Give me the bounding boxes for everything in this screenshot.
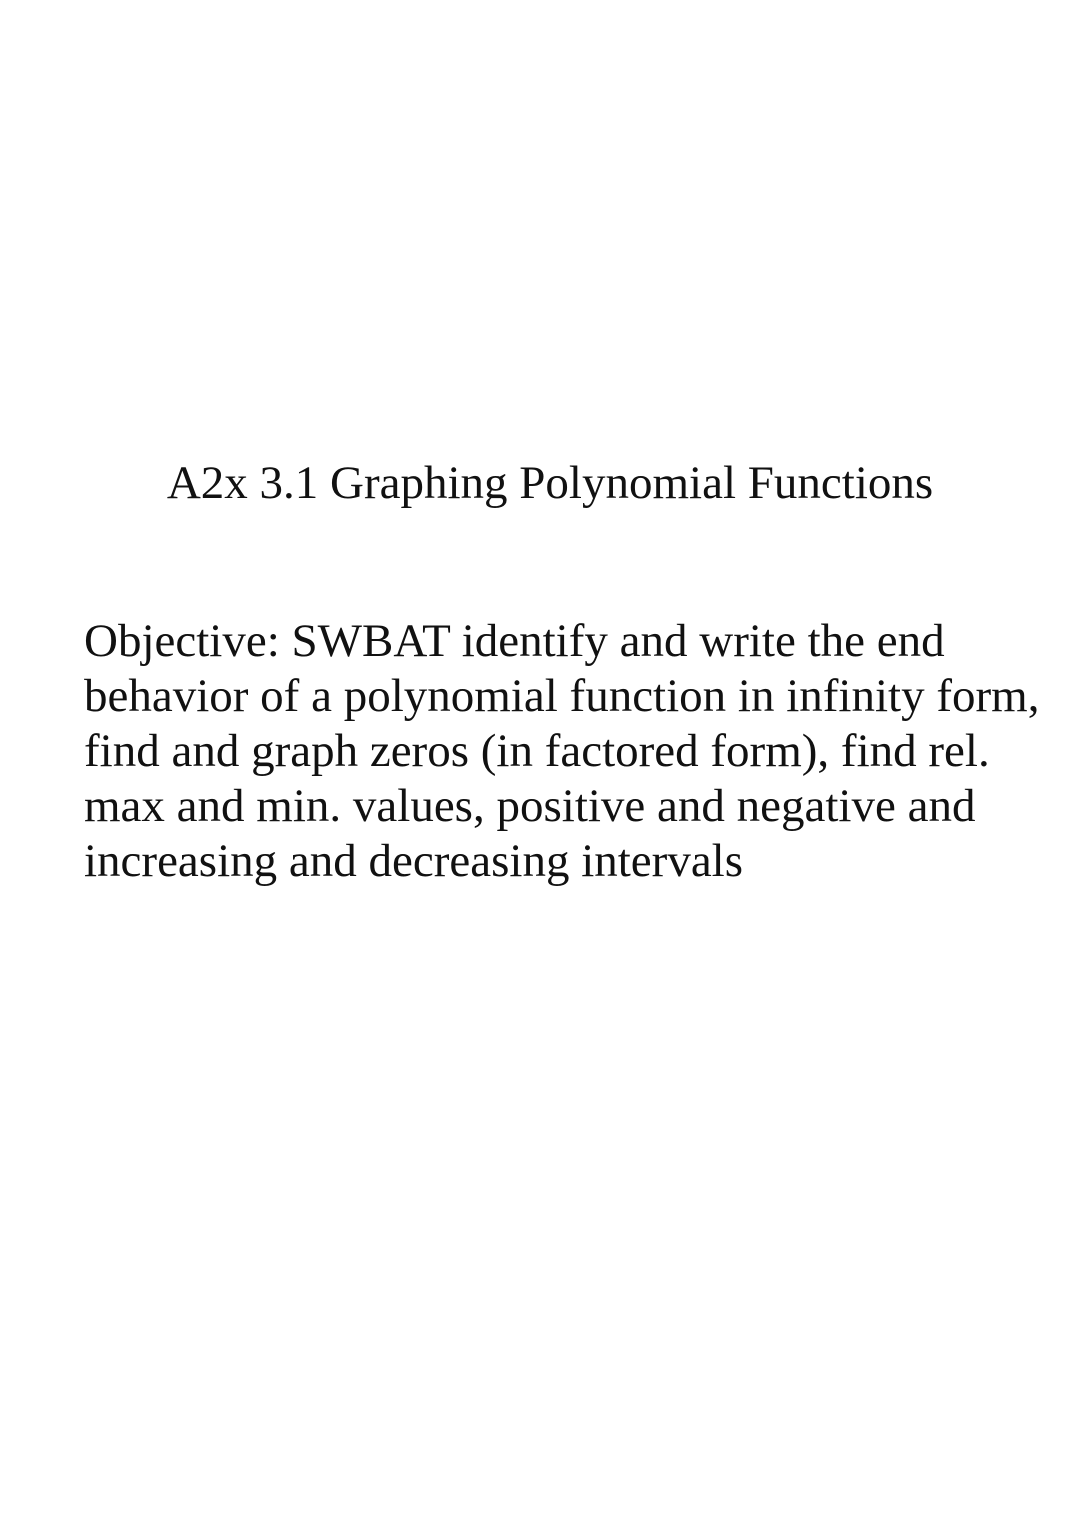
objective-line: find and graph zeros (in factored form), find rel. [84,725,990,777]
objective-paragraph [84,614,1074,889]
objective-line: behavior of a polynomial function in infinity form, [84,670,1040,722]
objective-line: Objective: SWBAT identify and write the end [84,615,945,667]
objective-line: increasing and decreasing intervals [84,835,744,887]
objective-line: max and min. values, positive and negative and [84,780,976,832]
page-title: A2x 3.1 Graphing Polynomial Functions [166,457,934,509]
